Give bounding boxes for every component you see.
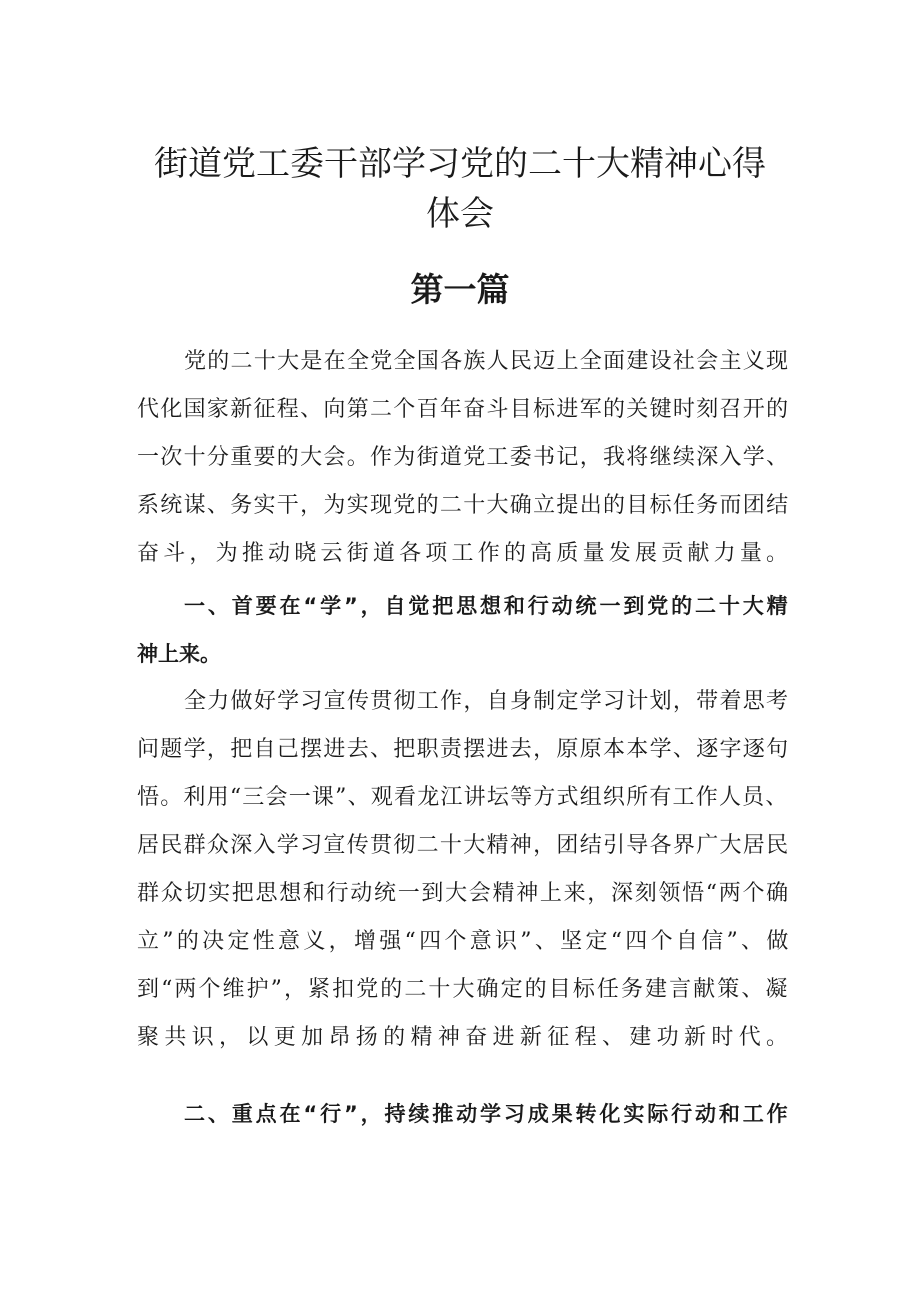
body-paragraph-line: 悟。利用“三会一课”、观看龙江讲坛等方式组织所有工作人员、 xyxy=(137,785,789,810)
document-title-continued: 体会 xyxy=(426,194,494,234)
body-paragraph-line: 聚共识，以更加昂扬的精神奋进新征程、建功新时代。 xyxy=(137,1025,794,1050)
intro-paragraph-line: 一次十分重要的大会。作为街道党工委书记，我将继续深入学、 xyxy=(137,445,790,470)
section-heading-1-continued: 神上来。 xyxy=(137,642,221,666)
intro-paragraph-line: 党的二十大是在全党全国各族人民迈上全面建设社会主义现 xyxy=(184,349,790,374)
body-paragraph-line: 群众切实把思想和行动统一到大会精神上来，深刻领悟“两个确 xyxy=(137,881,790,906)
intro-paragraph-line: 系统谋、务实干，为实现党的二十大确立提出的目标任务而团结 xyxy=(137,493,790,518)
document-title: 街道党工委干部学习党的二十大精神心得 xyxy=(154,144,766,184)
intro-paragraph-line: 代化国家新征程、向第二个百年奋斗目标进军的关键时刻召开的 xyxy=(137,397,790,422)
body-paragraph-line: 到“两个维护”，紧扣党的二十大确定的目标任务建言献策、凝 xyxy=(137,977,790,1002)
body-paragraph-line: 全力做好学习宣传贯彻工作，自身制定学习计划，带着思考 xyxy=(184,689,790,714)
section-heading-1: 一、首要在“学”，自觉把思想和行动统一到党的二十大精 xyxy=(184,594,791,618)
chapter-heading: 第一篇 xyxy=(410,270,510,309)
intro-paragraph-line: 奋斗，为推动晓云街道各项工作的高质量发展贡献力量。 xyxy=(137,541,793,566)
section-heading-2: 二、重点在“行”，持续推动学习成果转化实际行动和工作 xyxy=(184,1102,791,1126)
body-paragraph-line: 居民群众深入学习宣传贯彻二十大精神，团结引导各界广大居民 xyxy=(137,833,790,858)
body-paragraph-line: 立”的决定性意义，增强“四个意识”、坚定“四个自信”、做 xyxy=(137,929,792,954)
body-paragraph-line: 问题学，把自己摆进去、把职责摆进去，原原本本学、逐字逐句 xyxy=(137,737,790,762)
